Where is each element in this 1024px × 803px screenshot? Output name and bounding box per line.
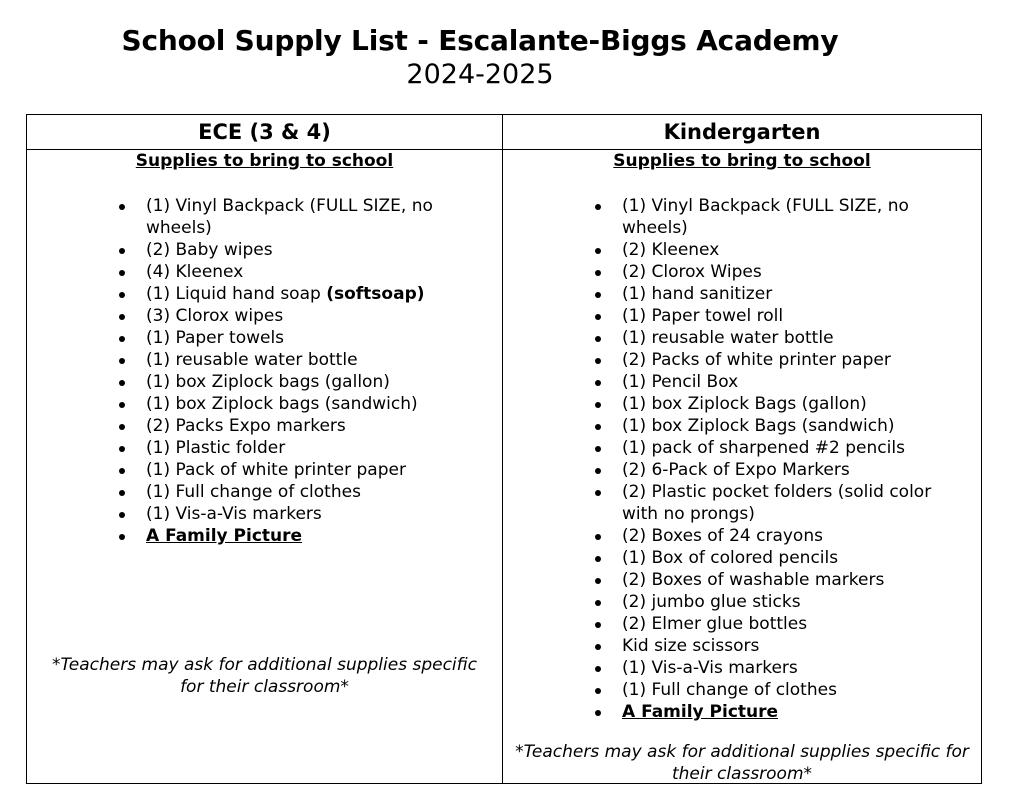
- list-item-family-picture: [622, 701, 967, 723]
- kindergarten-subheading: Supplies to bring to school: [613, 151, 871, 171]
- list-item: (2) jumbo glue sticks: [622, 591, 967, 613]
- school-year: 2024-2025: [406, 59, 554, 90]
- column-divider: [502, 115, 503, 783]
- list-item: (1) box Ziplock Bags (gallon): [622, 393, 967, 415]
- list-item: (1) Vinyl Backpack (FULL SIZE, no wheels): [146, 195, 486, 239]
- list-item: (1) reusable water bottle: [622, 327, 967, 349]
- list-item: (2) Boxes of 24 crayons: [622, 525, 967, 547]
- list-item: (3) Clorox wipes: [146, 305, 486, 327]
- list-item: (2) Clorox Wipes: [622, 261, 967, 283]
- list-item-soap: [146, 283, 486, 305]
- list-item: (1) Pencil Box: [622, 371, 967, 393]
- supply-table: [26, 114, 982, 784]
- list-item: (1) hand sanitizer: [622, 283, 967, 305]
- list-item: (1) Full change of clothes: [146, 481, 486, 503]
- kindergarten-column: [503, 150, 981, 784]
- list-item: (1) reusable water bottle: [146, 349, 486, 371]
- table-header-row: [27, 115, 981, 150]
- document-title: School Supply List - Escalante-Biggs Academy: [121, 24, 839, 57]
- list-item: (1) Plastic folder: [146, 437, 486, 459]
- ece-heading: ECE (3 & 4): [198, 120, 331, 144]
- list-item: (1) box Ziplock bags (gallon): [146, 371, 486, 393]
- list-item-family-picture: [146, 525, 486, 547]
- list-item: Kid size scissors: [622, 635, 967, 657]
- list-item: (2) Plastic pocket folders (solid color with no prongs): [622, 481, 967, 525]
- soap-brand: (softsoap): [326, 284, 425, 304]
- list-item: (1) Pack of white printer paper: [146, 459, 486, 481]
- list-item: (1) box Ziplock bags (sandwich): [146, 393, 486, 415]
- family-picture-text: A Family Picture: [622, 702, 779, 722]
- ece-supply-list: [146, 195, 486, 547]
- ece-subheading: Supplies to bring to school: [135, 151, 394, 171]
- list-item: (2) Kleenex: [622, 239, 967, 261]
- list-item: (1) Full change of clothes: [622, 679, 967, 701]
- kindergarten-supply-list: [622, 195, 967, 723]
- list-item: (2) 6-Pack of Expo Markers: [622, 459, 967, 481]
- list-item: (2) Boxes of washable markers: [622, 569, 967, 591]
- list-item: (2) Packs of white printer paper: [622, 349, 967, 371]
- kindergarten-teacher-note: *Teachers may ask for additional supplies specific for their classroom*: [515, 742, 969, 784]
- list-item: (1) Vis-a-Vis markers: [146, 503, 486, 525]
- list-item: (2) Elmer glue bottles: [622, 613, 967, 635]
- ece-teacher-note: *Teachers may ask for additional supplies specific for their classroom*: [52, 655, 477, 697]
- soap-item-text: (1) Liquid hand soap: [146, 284, 327, 304]
- list-item: (1) Box of colored pencils: [622, 547, 967, 569]
- list-item: (1) box Ziplock Bags (sandwich): [622, 415, 967, 437]
- list-item: (2) Packs Expo markers: [146, 415, 486, 437]
- list-item: (1) Paper towel roll: [622, 305, 967, 327]
- list-item: (4) Kleenex: [146, 261, 486, 283]
- list-item: (1) Vinyl Backpack (FULL SIZE, no wheels): [622, 195, 967, 239]
- ece-column: [27, 150, 502, 697]
- list-item: (1) Vis-a-Vis markers: [622, 657, 967, 679]
- kindergarten-heading: Kindergarten: [663, 120, 821, 144]
- list-item: (1) pack of sharpened #2 pencils: [622, 437, 967, 459]
- list-item: (1) Paper towels: [146, 327, 486, 349]
- list-item: (2) Baby wipes: [146, 239, 486, 261]
- family-picture-text: A Family Picture: [146, 526, 303, 546]
